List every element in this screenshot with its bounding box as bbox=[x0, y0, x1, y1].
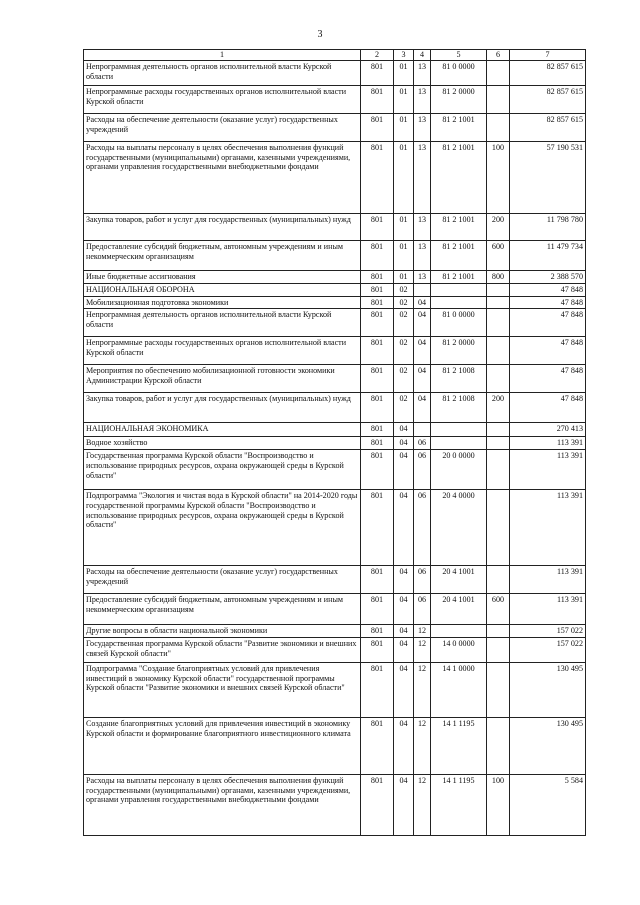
table-row bbox=[84, 717, 586, 774]
table-row bbox=[84, 86, 586, 114]
row-expense-type-cell bbox=[487, 337, 510, 365]
row-subsection-cell: 06 bbox=[414, 490, 431, 566]
row-expense-type-cell bbox=[487, 284, 510, 297]
row-section-cell: 02 bbox=[394, 337, 414, 365]
row-section-cell: 04 bbox=[394, 717, 414, 774]
row-subsection-cell: 13 bbox=[414, 241, 431, 271]
row-target-cell: 14 1 0000 bbox=[431, 662, 487, 717]
row-name-cell: Непрограммные расходы государственных органов исполнительной власти Курской области bbox=[84, 86, 361, 114]
row-expense-type-cell: 600 bbox=[487, 594, 510, 625]
row-section-cell: 04 bbox=[394, 637, 414, 662]
row-expense-type-cell bbox=[487, 61, 510, 86]
row-section-cell: 04 bbox=[394, 490, 414, 566]
row-name-cell: Государственная программа Курской области "Развитие экономики и внешних связей Курской области" bbox=[84, 637, 361, 662]
table-row bbox=[84, 625, 586, 638]
row-name-cell: Непрограммная деятельность органов исполнительной власти Курской области bbox=[84, 61, 361, 86]
row-name-cell: Непрограммные расходы государственных органов исполнительной власти Курской области bbox=[84, 337, 361, 365]
row-name-cell: Расходы на выплаты персоналу в целях обеспечения выполнения функций государственными (муниципальными) органами, казенными учреждениями, органами управления государственными внебюджетными фондами bbox=[84, 142, 361, 214]
row-subsection-cell: 06 bbox=[414, 594, 431, 625]
row-target-cell: 14 1 1195 bbox=[431, 717, 487, 774]
row-code-cell: 801 bbox=[361, 594, 394, 625]
column-header: 5 bbox=[431, 50, 487, 61]
row-expense-type-cell bbox=[487, 423, 510, 437]
row-amount-cell: 130 495 bbox=[510, 662, 586, 717]
row-amount-cell: 5 584 bbox=[510, 774, 586, 835]
row-section-cell: 04 bbox=[394, 437, 414, 450]
row-section-cell: 01 bbox=[394, 86, 414, 114]
column-header: 6 bbox=[487, 50, 510, 61]
row-expense-type-cell bbox=[487, 625, 510, 638]
row-subsection-cell: 13 bbox=[414, 271, 431, 284]
row-name-cell: Другие вопросы в области национальной экономики bbox=[84, 625, 361, 638]
column-header: 4 bbox=[414, 50, 431, 61]
row-code-cell: 801 bbox=[361, 437, 394, 450]
table-row bbox=[84, 309, 586, 337]
row-subsection-cell: 04 bbox=[414, 393, 431, 423]
row-code-cell: 801 bbox=[361, 625, 394, 638]
row-amount-cell: 47 848 bbox=[510, 284, 586, 297]
row-amount-cell: 157 022 bbox=[510, 637, 586, 662]
row-subsection-cell: 13 bbox=[414, 86, 431, 114]
table-row bbox=[84, 142, 586, 214]
row-subsection-cell: 13 bbox=[414, 214, 431, 241]
column-header: 3 bbox=[394, 50, 414, 61]
row-section-cell: 04 bbox=[394, 423, 414, 437]
row-target-cell: 20 4 0000 bbox=[431, 490, 487, 566]
row-section-cell: 01 bbox=[394, 61, 414, 86]
row-amount-cell: 82 857 615 bbox=[510, 114, 586, 142]
row-section-cell: 02 bbox=[394, 284, 414, 297]
row-target-cell: 14 1 1195 bbox=[431, 774, 487, 835]
table-row bbox=[84, 566, 586, 594]
row-name-cell: Мобилизационная подготовка экономики bbox=[84, 296, 361, 309]
row-name-cell: Водное хозяйство bbox=[84, 437, 361, 450]
row-amount-cell: 57 190 531 bbox=[510, 142, 586, 214]
row-target-cell bbox=[431, 423, 487, 437]
row-amount-cell: 270 413 bbox=[510, 423, 586, 437]
row-code-cell: 801 bbox=[361, 284, 394, 297]
row-name-cell: Подпрограмма "Создание благоприятных условий для привлечения инвестиций в экономику Курской области" государственной программы Курской области "Развитие экономики и внешних связей Курской области" bbox=[84, 662, 361, 717]
row-name-cell: Расходы на обеспечение деятельности (оказание услуг) государственных учреждений bbox=[84, 114, 361, 142]
row-name-cell: Создание благоприятных условий для привлечения инвестиций в экономику Курской области и формирование благоприятного инвестиционного климата bbox=[84, 717, 361, 774]
row-amount-cell: 2 388 570 bbox=[510, 271, 586, 284]
row-expense-type-cell bbox=[487, 637, 510, 662]
row-amount-cell: 11 479 734 bbox=[510, 241, 586, 271]
row-name-cell: Закупка товаров, работ и услуг для государственных (муниципальных) нужд bbox=[84, 393, 361, 423]
row-amount-cell: 47 848 bbox=[510, 365, 586, 393]
row-section-cell: 01 bbox=[394, 214, 414, 241]
row-name-cell: Государственная программа Курской области "Воспроизводство и использование природных ресурсов, охрана окружающей среды в Курской области" bbox=[84, 450, 361, 490]
table-row bbox=[84, 365, 586, 393]
row-target-cell bbox=[431, 284, 487, 297]
row-subsection-cell: 12 bbox=[414, 717, 431, 774]
table-row bbox=[84, 437, 586, 450]
row-subsection-cell: 06 bbox=[414, 450, 431, 490]
table-row bbox=[84, 637, 586, 662]
row-target-cell: 81 2 1001 bbox=[431, 114, 487, 142]
row-name-cell: Предоставление субсидий бюджетным, автономным учреждениям и иным некоммерческим организациям bbox=[84, 241, 361, 271]
row-name-cell: Иные бюджетные ассигнования bbox=[84, 271, 361, 284]
row-code-cell: 801 bbox=[361, 296, 394, 309]
row-name-cell: Закупка товаров, работ и услуг для государственных (муниципальных) нужд bbox=[84, 214, 361, 241]
row-expense-type-cell bbox=[487, 114, 510, 142]
row-subsection-cell: 04 bbox=[414, 365, 431, 393]
page-number: 3 bbox=[317, 29, 323, 40]
row-subsection-cell: 04 bbox=[414, 296, 431, 309]
row-amount-cell: 47 848 bbox=[510, 296, 586, 309]
row-name-cell: Подпрограмма "Экология и чистая вода в Курской области" на 2014-2020 годы государственной программы Курской области "Воспроизводство и использование природных ресурсов, охрана окружающей среды в Курской области" bbox=[84, 490, 361, 566]
row-target-cell: 81 2 1008 bbox=[431, 365, 487, 393]
row-name-cell: НАЦИОНАЛЬНАЯ ЭКОНОМИКА bbox=[84, 423, 361, 437]
row-expense-type-cell: 800 bbox=[487, 271, 510, 284]
row-section-cell: 01 bbox=[394, 271, 414, 284]
row-subsection-cell: 12 bbox=[414, 774, 431, 835]
row-name-cell: Непрограммная деятельность органов исполнительной власти Курской области bbox=[84, 309, 361, 337]
row-target-cell: 20 4 1001 bbox=[431, 566, 487, 594]
row-section-cell: 04 bbox=[394, 662, 414, 717]
row-target-cell: 81 0 0000 bbox=[431, 309, 487, 337]
row-target-cell: 81 0 0000 bbox=[431, 61, 487, 86]
row-target-cell bbox=[431, 437, 487, 450]
row-code-cell: 801 bbox=[361, 142, 394, 214]
row-code-cell: 801 bbox=[361, 393, 394, 423]
row-expense-type-cell: 200 bbox=[487, 214, 510, 241]
row-target-cell bbox=[431, 296, 487, 309]
row-target-cell: 14 0 0000 bbox=[431, 637, 487, 662]
row-section-cell: 01 bbox=[394, 142, 414, 214]
row-section-cell: 04 bbox=[394, 594, 414, 625]
row-name-cell: НАЦИОНАЛЬНАЯ ОБОРОНА bbox=[84, 284, 361, 297]
row-amount-cell: 113 391 bbox=[510, 566, 586, 594]
row-expense-type-cell bbox=[487, 86, 510, 114]
row-target-cell bbox=[431, 625, 487, 638]
row-expense-type-cell bbox=[487, 662, 510, 717]
row-code-cell: 801 bbox=[361, 662, 394, 717]
row-target-cell: 81 2 1001 bbox=[431, 271, 487, 284]
table-row bbox=[84, 393, 586, 423]
row-code-cell: 801 bbox=[361, 566, 394, 594]
row-code-cell: 801 bbox=[361, 637, 394, 662]
row-code-cell: 801 bbox=[361, 214, 394, 241]
row-section-cell: 04 bbox=[394, 625, 414, 638]
column-header: 1 bbox=[84, 50, 361, 61]
row-expense-type-cell bbox=[487, 309, 510, 337]
table-row bbox=[84, 214, 586, 241]
table-row bbox=[84, 284, 586, 297]
row-amount-cell: 113 391 bbox=[510, 594, 586, 625]
row-code-cell: 801 bbox=[361, 241, 394, 271]
row-section-cell: 01 bbox=[394, 114, 414, 142]
row-subsection-cell bbox=[414, 284, 431, 297]
row-subsection-cell: 13 bbox=[414, 114, 431, 142]
table-row bbox=[84, 61, 586, 86]
row-name-cell: Мероприятия по обеспечению мобилизационной готовности экономики Администрации Курской области bbox=[84, 365, 361, 393]
row-subsection-cell: 12 bbox=[414, 625, 431, 638]
row-subsection-cell bbox=[414, 423, 431, 437]
row-target-cell: 81 2 1001 bbox=[431, 214, 487, 241]
row-subsection-cell: 06 bbox=[414, 566, 431, 594]
row-code-cell: 801 bbox=[361, 309, 394, 337]
row-subsection-cell: 06 bbox=[414, 437, 431, 450]
row-expense-type-cell: 600 bbox=[487, 241, 510, 271]
row-code-cell: 801 bbox=[361, 365, 394, 393]
row-target-cell: 81 2 1001 bbox=[431, 142, 487, 214]
row-code-cell: 801 bbox=[361, 61, 394, 86]
row-subsection-cell: 13 bbox=[414, 61, 431, 86]
row-target-cell: 81 2 1008 bbox=[431, 393, 487, 423]
row-expense-type-cell bbox=[487, 717, 510, 774]
row-section-cell: 02 bbox=[394, 365, 414, 393]
row-section-cell: 01 bbox=[394, 241, 414, 271]
row-name-cell: Расходы на обеспечение деятельности (оказание услуг) государственных учреждений bbox=[84, 566, 361, 594]
row-section-cell: 02 bbox=[394, 296, 414, 309]
row-target-cell: 81 2 0000 bbox=[431, 337, 487, 365]
row-amount-cell: 113 391 bbox=[510, 450, 586, 490]
row-section-cell: 04 bbox=[394, 566, 414, 594]
row-code-cell: 801 bbox=[361, 717, 394, 774]
column-header: 2 bbox=[361, 50, 394, 61]
row-amount-cell: 11 798 780 bbox=[510, 214, 586, 241]
row-amount-cell: 82 857 615 bbox=[510, 61, 586, 86]
row-amount-cell: 47 848 bbox=[510, 393, 586, 423]
row-code-cell: 801 bbox=[361, 774, 394, 835]
table-row bbox=[84, 296, 586, 309]
row-code-cell: 801 bbox=[361, 450, 394, 490]
row-amount-cell: 82 857 615 bbox=[510, 86, 586, 114]
row-code-cell: 801 bbox=[361, 337, 394, 365]
table-row bbox=[84, 241, 586, 271]
row-amount-cell: 157 022 bbox=[510, 625, 586, 638]
row-subsection-cell: 04 bbox=[414, 309, 431, 337]
row-section-cell: 04 bbox=[394, 774, 414, 835]
row-expense-type-cell bbox=[487, 365, 510, 393]
row-section-cell: 02 bbox=[394, 309, 414, 337]
row-amount-cell: 113 391 bbox=[510, 490, 586, 566]
row-name-cell: Предоставление субсидий бюджетным, автономным учреждениям и иным некоммерческим организациям bbox=[84, 594, 361, 625]
row-expense-type-cell bbox=[487, 490, 510, 566]
row-subsection-cell: 12 bbox=[414, 637, 431, 662]
row-code-cell: 801 bbox=[361, 86, 394, 114]
row-section-cell: 02 bbox=[394, 393, 414, 423]
row-name-cell: Расходы на выплаты персоналу в целях обеспечения выполнения функций государственными (муниципальными) органами, казенными учреждениями, органами управления государственными внебюджетными фондами bbox=[84, 774, 361, 835]
row-expense-type-cell bbox=[487, 296, 510, 309]
row-target-cell: 81 2 0000 bbox=[431, 86, 487, 114]
table-row bbox=[84, 423, 586, 437]
table-row bbox=[84, 114, 586, 142]
row-subsection-cell: 13 bbox=[414, 142, 431, 214]
row-expense-type-cell bbox=[487, 437, 510, 450]
row-expense-type-cell: 200 bbox=[487, 393, 510, 423]
table-row bbox=[84, 271, 586, 284]
row-target-cell: 20 0 0000 bbox=[431, 450, 487, 490]
row-target-cell: 20 4 1001 bbox=[431, 594, 487, 625]
table-row bbox=[84, 662, 586, 717]
row-amount-cell: 130 495 bbox=[510, 717, 586, 774]
row-section-cell: 04 bbox=[394, 450, 414, 490]
row-amount-cell: 113 391 bbox=[510, 437, 586, 450]
table-header-row bbox=[84, 50, 586, 61]
table-row bbox=[84, 450, 586, 490]
row-code-cell: 801 bbox=[361, 114, 394, 142]
row-expense-type-cell: 100 bbox=[487, 774, 510, 835]
table-row bbox=[84, 594, 586, 625]
row-expense-type-cell: 100 bbox=[487, 142, 510, 214]
table-row bbox=[84, 490, 586, 566]
row-code-cell: 801 bbox=[361, 490, 394, 566]
row-subsection-cell: 12 bbox=[414, 662, 431, 717]
row-expense-type-cell bbox=[487, 566, 510, 594]
budget-table bbox=[83, 49, 586, 836]
row-code-cell: 801 bbox=[361, 271, 394, 284]
row-target-cell: 81 2 1001 bbox=[431, 241, 487, 271]
row-amount-cell: 47 848 bbox=[510, 309, 586, 337]
row-expense-type-cell bbox=[487, 450, 510, 490]
row-code-cell: 801 bbox=[361, 423, 394, 437]
table-row bbox=[84, 337, 586, 365]
column-header: 7 bbox=[510, 50, 586, 61]
row-subsection-cell: 04 bbox=[414, 337, 431, 365]
row-amount-cell: 47 848 bbox=[510, 337, 586, 365]
table-row bbox=[84, 774, 586, 835]
